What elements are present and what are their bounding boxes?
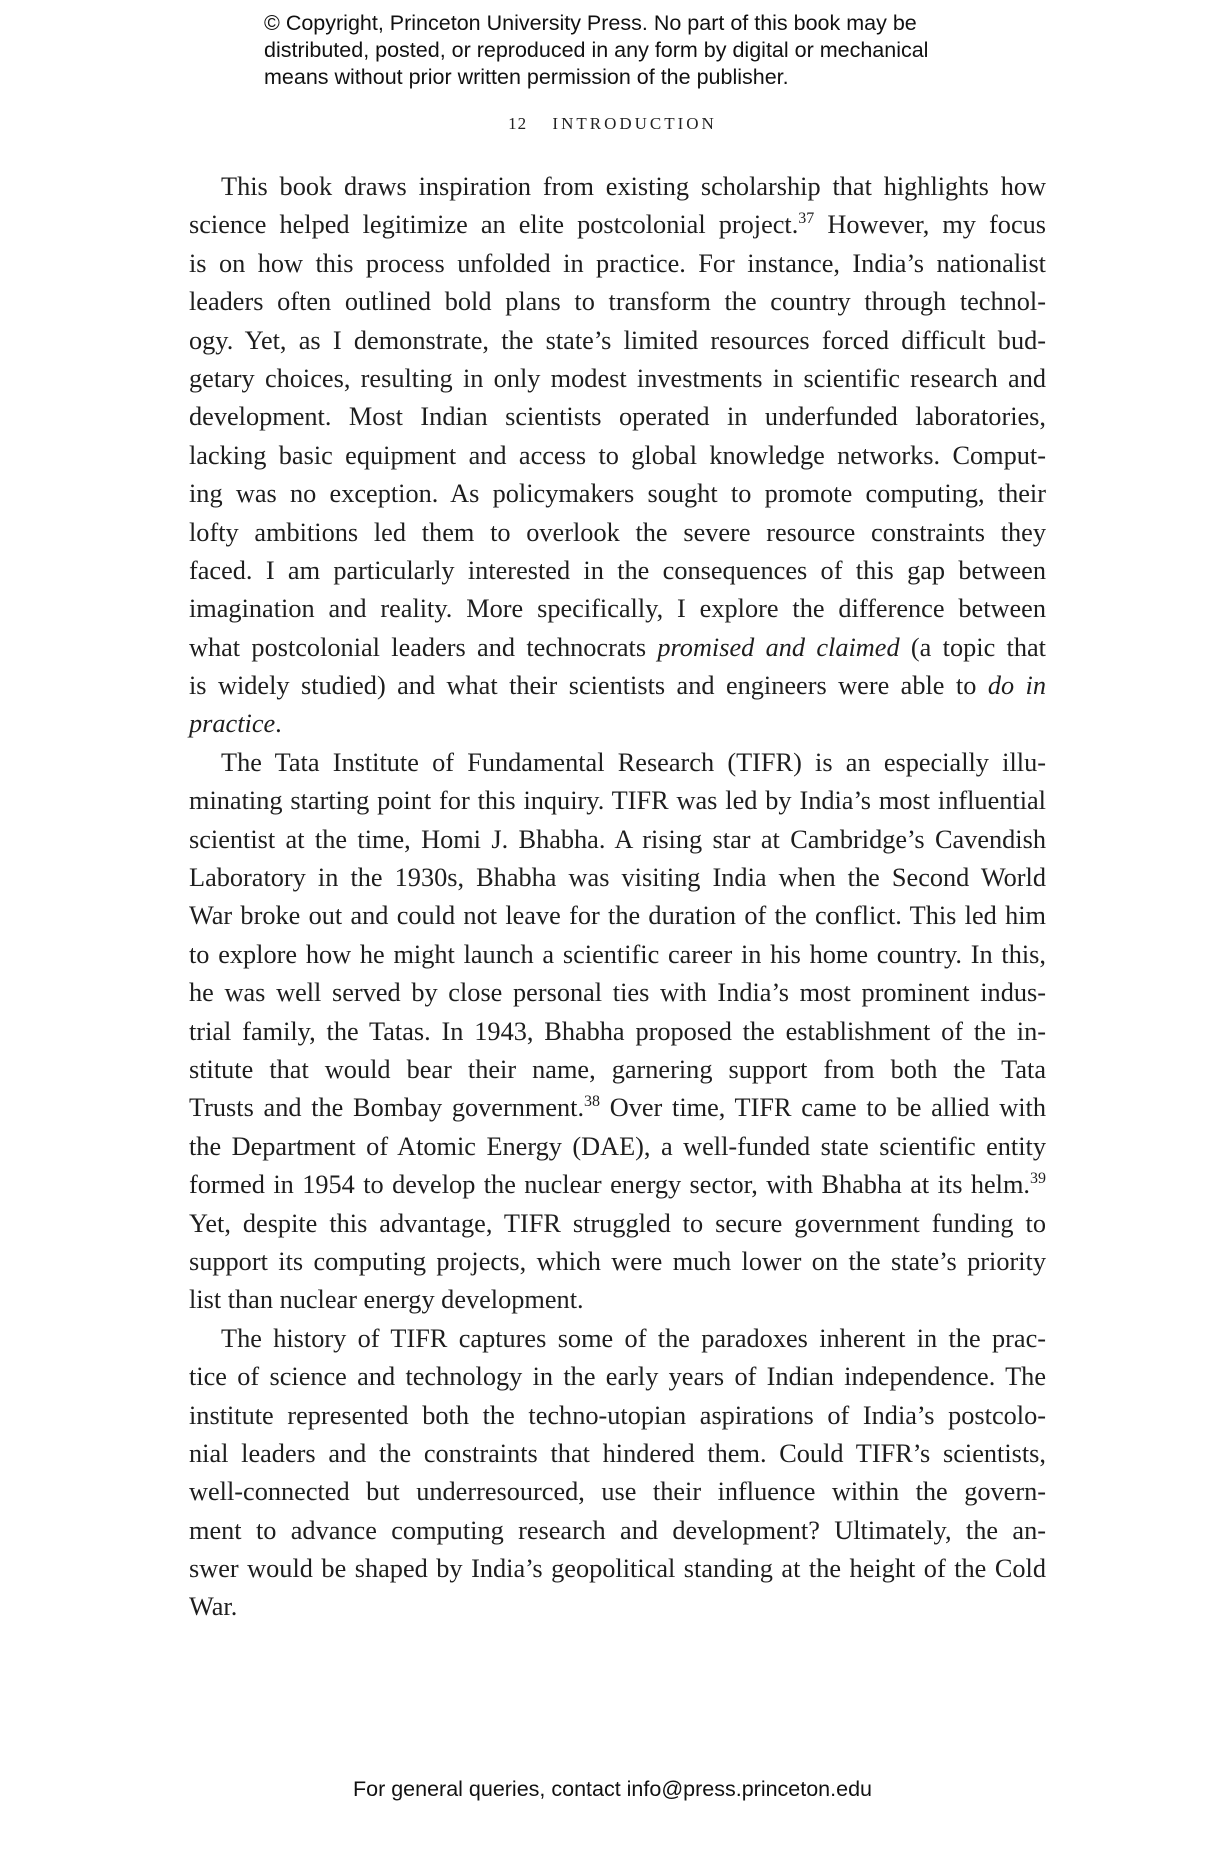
text-run: leaders often outlined bold plans to transform the country through technol- [189,287,1046,317]
text-run: institute represented both the techno-utopian aspirations of India’s postcolo- [189,1400,1046,1430]
text-run: development. Most Indian scientists operated in underfunded laboratories, [189,402,1046,432]
text-line [189,1358,1046,1396]
text-line [189,629,1046,667]
text-line [189,322,1046,360]
footer-contact: For general queries, contact info@press.princeton.edu [352,1777,872,1801]
text-run: what postcolonial leaders and technocrats [189,632,658,662]
text-line [189,974,1046,1012]
text-line [189,1089,1046,1127]
text-run: Yet, despite this advantage, TIFR struggled to secure government funding to [189,1208,1046,1238]
text-line [189,245,1046,283]
text-line [189,437,1046,475]
text-run: War. [189,1592,238,1622]
text-line [189,1320,1046,1358]
text-line [189,1550,1046,1588]
text-run: list than nuclear energy development. [189,1285,584,1315]
text-line [189,475,1046,513]
text-line [189,1473,1046,1511]
text-line [189,1051,1046,1089]
body-text [189,168,1046,1627]
text-line [189,1013,1046,1051]
text-line [189,514,1046,552]
text-line [189,782,1046,820]
text-line [189,590,1046,628]
footnote-reference: 39 [1030,1170,1046,1188]
text-run: nial leaders and the constraints that hindered them. Could TIFR’s scientists, [189,1438,1046,1468]
copyright-line: © Copyright, Princeton University Press. No part of this book may be [264,11,917,35]
text-run: ment to advance computing research and development? Ultimately, the an- [189,1515,1046,1545]
text-run: This book draws inspiration from existing scholarship that highlights how [221,172,1046,201]
text-line [189,1588,1046,1626]
text-line [189,859,1046,897]
text-run: (a topic that [899,632,1046,662]
text-line [189,1512,1046,1550]
copyright-notice [264,10,964,91]
text-run: . [275,709,282,739]
text-run: scientist at the time, Homi J. Bhabha. A rising star at Cambridge’s Cavendish [189,824,1046,854]
emphasis-text: practice [189,709,276,739]
section-title: INTRODUCTION [552,114,717,133]
text-run: Over time, TIFR came to be allied with [600,1093,1046,1123]
text-run: he was well served by close personal ties with India’s most prominent indus- [189,978,1046,1008]
text-run: getary choices, resulting in only modest investments in scientific research and [189,363,1046,393]
text-line [189,1435,1046,1473]
text-run: tice of science and technology in the early years of Indian independence. The [189,1362,1046,1392]
text-run: stitute that would bear their name, garnering support from both the Tata [189,1054,1046,1084]
text-line [189,1397,1046,1435]
emphasis-text: promised and claimed [657,632,900,662]
paragraph [189,168,1046,744]
text-line [189,821,1046,859]
text-run: imagination and reality. More specifically, I explore the difference between [189,594,1046,624]
text-line [189,206,1046,244]
text-line [189,168,1046,206]
text-run: the Department of Atomic Energy (DAE), a well-funded state scientific entity [189,1131,1046,1161]
running-head [0,114,1225,134]
text-run: The history of TIFR captures some of the paradoxes inherent in the prac- [221,1323,1046,1353]
footnote-reference: 38 [584,1093,601,1111]
copyright-line: means without prior written permission of the publisher. [264,65,789,89]
text-run: is on how this process unfolded in practice. For instance, India’s nationalist [189,248,1046,278]
text-run: Laboratory in the 1930s, Bhabha was visiting India when the Second World [189,863,1046,893]
text-run: War broke out and could not leave for the duration of the conflict. This led him [189,901,1046,931]
paragraph [189,744,1046,1320]
text-run: However, my focus [814,210,1046,240]
text-line [189,1243,1046,1281]
text-line [189,667,1046,705]
text-run: to explore how he might launch a scientific career in his home country. In this, [189,939,1046,969]
text-run: trial family, the Tatas. In 1943, Bhabha proposed the establishment of the in- [189,1016,1046,1046]
text-run: formed in 1954 to develop the nuclear energy sector, with Bhabha at its helm. [189,1170,1030,1200]
text-line [189,1128,1046,1166]
text-run: science helped legitimize an elite postcolonial project. [189,210,799,240]
text-run: The Tata Institute of Fundamental Research (TIFR) is an especially illu- [221,747,1046,777]
text-run: lacking basic equipment and access to global knowledge networks. Comput- [189,440,1046,470]
text-line [189,283,1046,321]
text-run: minating starting point for this inquiry. TIFR was led by India’s most influential [189,786,1046,816]
text-line [189,744,1046,782]
paragraph [189,1320,1046,1627]
text-run: lofty ambitions led them to overlook the severe resource constraints they [189,517,1046,547]
text-line [189,1281,1046,1319]
text-run: is widely studied) and what their scientists and engineers were able to [189,671,988,701]
text-line [189,897,1046,935]
text-run: faced. I am particularly interested in the consequences of this gap between [189,555,1046,585]
copyright-line: distributed, posted, or reproduced in any form by digital or mechanical [264,38,929,62]
text-line [189,705,1046,743]
text-line [189,552,1046,590]
page-number: 12 [508,114,528,133]
text-line [189,360,1046,398]
text-run: ing was no exception. As policymakers sought to promote computing, their [189,479,1046,509]
footnote-reference: 37 [798,210,815,228]
text-run: well-connected but underresourced, use their influence within the govern- [189,1477,1046,1507]
text-run: Trusts and the Bombay government. [189,1093,585,1123]
text-line [189,936,1046,974]
text-line [189,1166,1046,1204]
text-run: ogy. Yet, as I demonstrate, the state’s limited resources forced difficult bud- [189,325,1046,355]
text-run: support its computing projects, which were much lower on the state’s priority [189,1246,1046,1276]
text-line [189,398,1046,436]
text-line [189,1205,1046,1243]
text-run: swer would be shaped by India’s geopolitical standing at the height of the Cold [189,1554,1046,1584]
emphasis-text: do in [987,671,1046,701]
